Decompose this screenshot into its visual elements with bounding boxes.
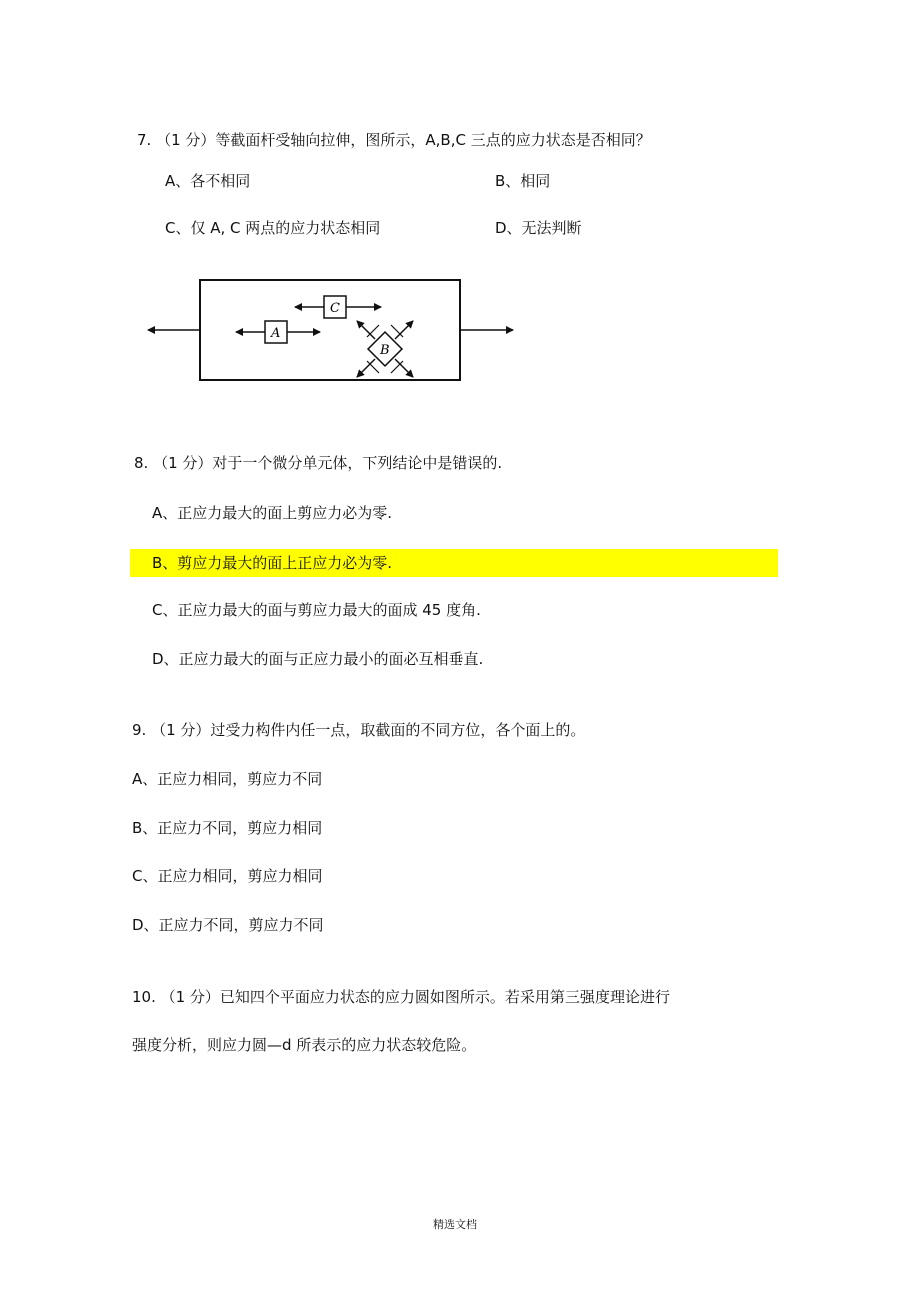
label-a: A <box>271 326 281 341</box>
page-footer: 精选文档 <box>433 1218 477 1231</box>
q10-stem-line1: 10. （1 分）已知四个平面应力状态的应力圆如图所示。若采用第三强度理论进行 <box>132 988 670 1006</box>
q7-bar-diagram <box>143 275 523 395</box>
q8-option-b: B、剪应力最大的面上正应力必为零. <box>152 554 393 572</box>
q8-option-a: A、正应力最大的面上剪应力必为零. <box>152 504 393 522</box>
q10-stem-line2: 强度分析，则应力圆—d 所表示的应力状态较危险。 <box>132 1036 477 1054</box>
element-a <box>236 321 320 343</box>
q9-option-c: C、正应力相同，剪应力相同 <box>132 867 323 885</box>
q7-option-c: C、仅 A, C 两点的应力状态相同 <box>165 219 381 237</box>
q8-stem: 8. （1 分）对于一个微分单元体，下列结论中是错误的. <box>134 454 503 472</box>
q9-stem: 9. （1 分）过受力构件内任一点，取截面的不同方位，各个面上的。 <box>132 721 586 739</box>
bar-outline <box>200 280 460 380</box>
q8-option-c: C、正应力最大的面与剪应力最大的面成 45 度角. <box>152 601 481 619</box>
q9-option-d: D、正应力不同，剪应力不同 <box>132 916 324 934</box>
element-b <box>357 321 413 377</box>
q7-option-a: A、各不相同 <box>165 172 251 190</box>
q7-stem: 7. （1 分）等截面杆受轴向拉伸，图所示，A,B,C 三点的应力状态是否相同？ <box>137 131 651 149</box>
label-b: B <box>380 343 390 358</box>
q7-option-b: B、相同 <box>495 172 551 190</box>
q7-option-d: D、无法判断 <box>495 219 582 237</box>
q9-option-a: A、正应力相同，剪应力不同 <box>132 770 323 788</box>
element-c <box>295 296 381 318</box>
label-c: C <box>330 301 340 316</box>
q8-option-d: D、正应力最大的面与正应力最小的面必互相垂直. <box>152 650 484 668</box>
q9-option-b: B、正应力不同，剪应力相同 <box>132 819 323 837</box>
